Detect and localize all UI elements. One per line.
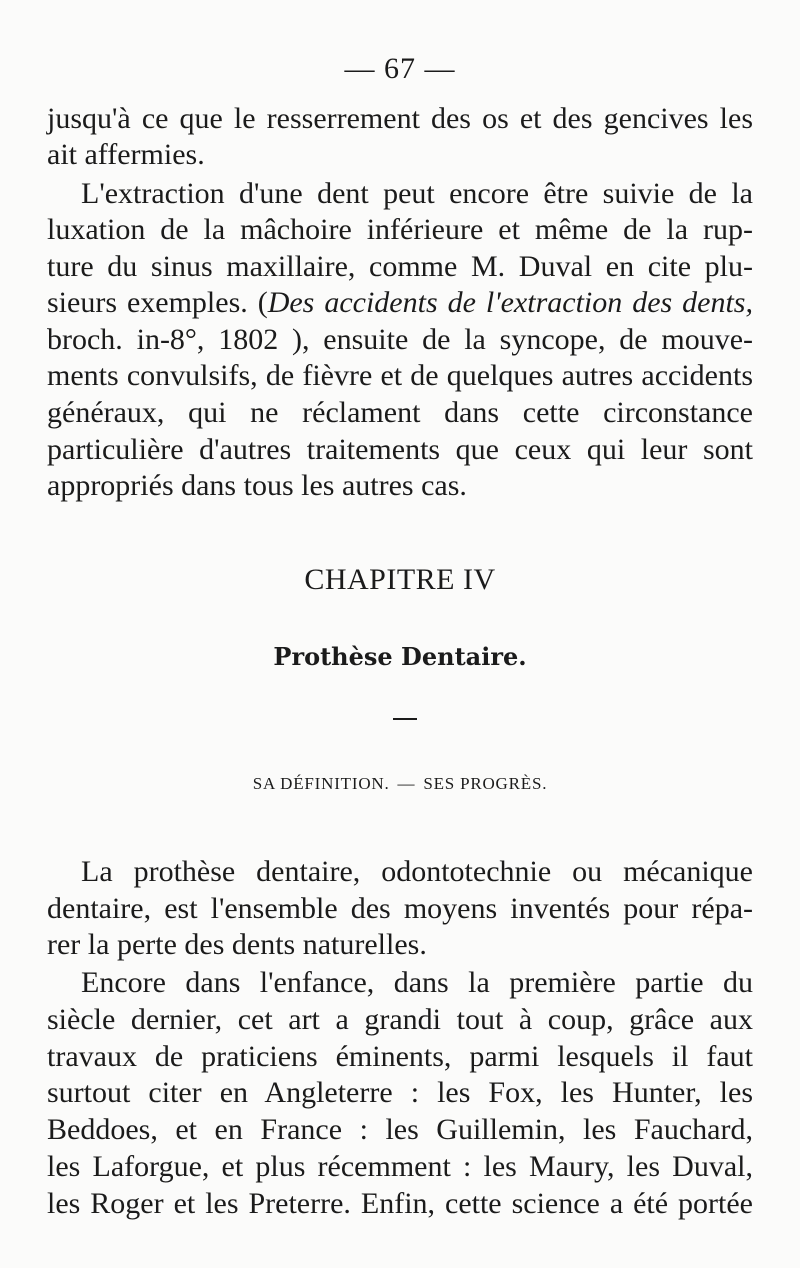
text-line: La prothèse dentaire, odontotechnie ou mécanique (81, 855, 753, 888)
text-line: ments convulsifs, de fièvre et de quelques autres accidents (47, 359, 753, 392)
text-line: les Laforgue, et plus récemment : les Maury, les Duval, (47, 1150, 753, 1183)
text-line (47, 283, 753, 323)
page-number: — 67 — (344, 52, 456, 85)
text-line: siècle dernier, cet art a grandi tout à coup, grâce aux (47, 1003, 753, 1036)
section-heading-separator: — (397, 774, 416, 793)
text-line: appropriés dans tous les autres cas. (47, 469, 467, 502)
text-line: L'extraction d'une dent peut encore être suivie de la (81, 177, 753, 210)
text-line: généraux, qui ne réclament dans cette circonstance (47, 396, 753, 429)
text-line: dentaire, est l'ensemble des moyens inventés pour répa- (47, 892, 753, 925)
text-line: Encore dans l'enfance, dans la première partie du (81, 966, 753, 999)
text-line: rer la perte des dents naturelles. (47, 928, 427, 961)
text-line: surtout citer en Angleterre : les Fox, les Hunter, les (47, 1076, 753, 1109)
chapter-title: CHAPITRE IV (304, 563, 496, 596)
text-line: luxation de la mâchoire inférieure et même de la rup- (47, 213, 753, 246)
italic-citation: Des accidents de l'extraction des dents, (267, 286, 753, 319)
section-heading-part: SES PROGRÈS. (423, 774, 548, 793)
text-line: particulière d'autres traitements que ceux qui leur sont (47, 433, 753, 466)
text-line: travaux de praticiens éminents, parmi lesquels il faut (47, 1040, 753, 1073)
section-heading-part: SA DÉFINITION. (252, 774, 390, 793)
section-heading (0, 774, 800, 794)
text-line: les Roger et les Preterre. Enfin, cette science a été portée (47, 1187, 753, 1220)
divider (393, 718, 417, 720)
text-line: ture du sinus maxillaire, comme M. Duval en cite plu- (47, 250, 753, 283)
text-segment: sieurs exemples. ( (47, 286, 268, 319)
text-line: Beddoes, et en France : les Guillemin, les Fauchard, (47, 1113, 753, 1146)
text-line: ait affermies. (47, 138, 205, 171)
text-line: jusqu'à ce que le resserrement des os et des gencives les (47, 102, 753, 135)
chapter-subtitle: Prothèse Dentaire. (273, 642, 527, 671)
text-line: broch. in-8°, 1802 ), ensuite de la syncope, de mouve- (47, 323, 753, 356)
